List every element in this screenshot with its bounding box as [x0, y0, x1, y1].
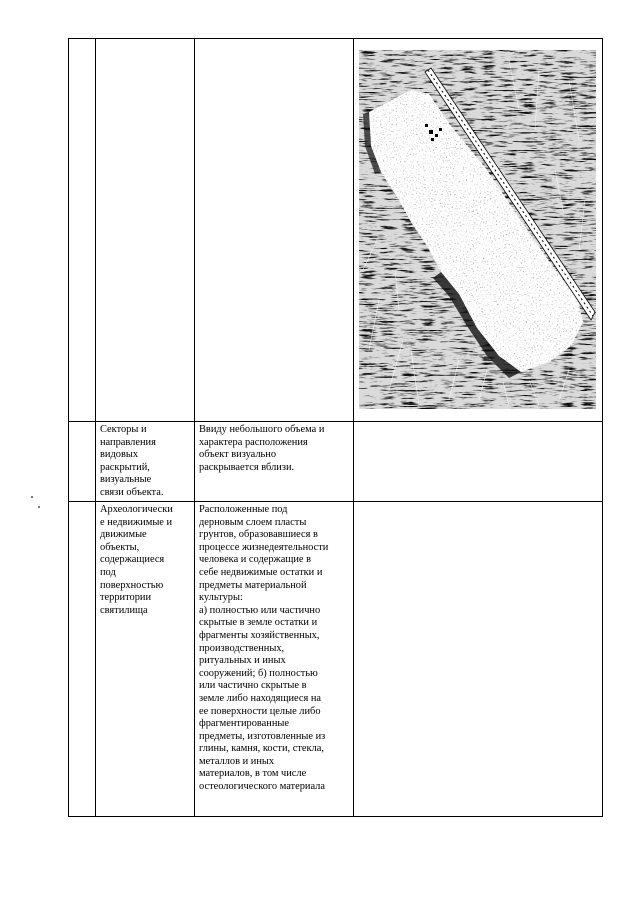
row-description — [195, 39, 353, 41]
row-number-cell — [69, 422, 96, 502]
row-description-cell — [195, 39, 354, 422]
row-number-cell — [69, 39, 96, 422]
row-label: Секторы и направления видовых раскрытий, визуальные связи объекта. — [100, 424, 164, 498]
table-row — [69, 422, 603, 502]
monument-table — [68, 38, 603, 817]
photo-cell — [354, 39, 603, 422]
row-description: Расположенные под дерновым слоем пласты грунтов, образовавшиеся в процессе жизнедеятельности человека и содержащие в себе недвижимые остатки и предметы материальной культуры: а) полностью или частично скрытые в земле остатки и фрагменты хозяйственных, производственных, ритуальных и иных сооружений; б) полностью или частично скрытые в земле либо находящиеся на ее поверхности целые либо фрагментированные предметы, изготовленные из глины, камня, кости, стекла, металлов и иных материалов, в том числе остеологического материала — [199, 504, 329, 793]
row-label-cell — [96, 39, 195, 422]
scan-speck — [38, 506, 40, 508]
row-label — [96, 39, 194, 41]
table-row — [69, 39, 603, 422]
row-description: Ввиду небольшого объема и характера расположения объект визуально раскрывается вблизи. — [199, 424, 325, 473]
table-row — [69, 502, 603, 817]
row-description-cell — [195, 502, 354, 817]
row-label-cell — [96, 502, 195, 817]
scan-speck — [31, 496, 33, 498]
photo-cell — [354, 502, 603, 817]
row-description-cell — [195, 422, 354, 502]
row-number-cell — [69, 502, 96, 817]
row-label: Археологически е недвижимые и движимые объекты, содержащиеся под поверхностью территории святилища — [100, 504, 173, 616]
photo-cell — [354, 422, 603, 502]
row-label-cell — [96, 422, 195, 502]
stone-slab-photo — [359, 50, 596, 409]
photo-image — [359, 50, 596, 409]
